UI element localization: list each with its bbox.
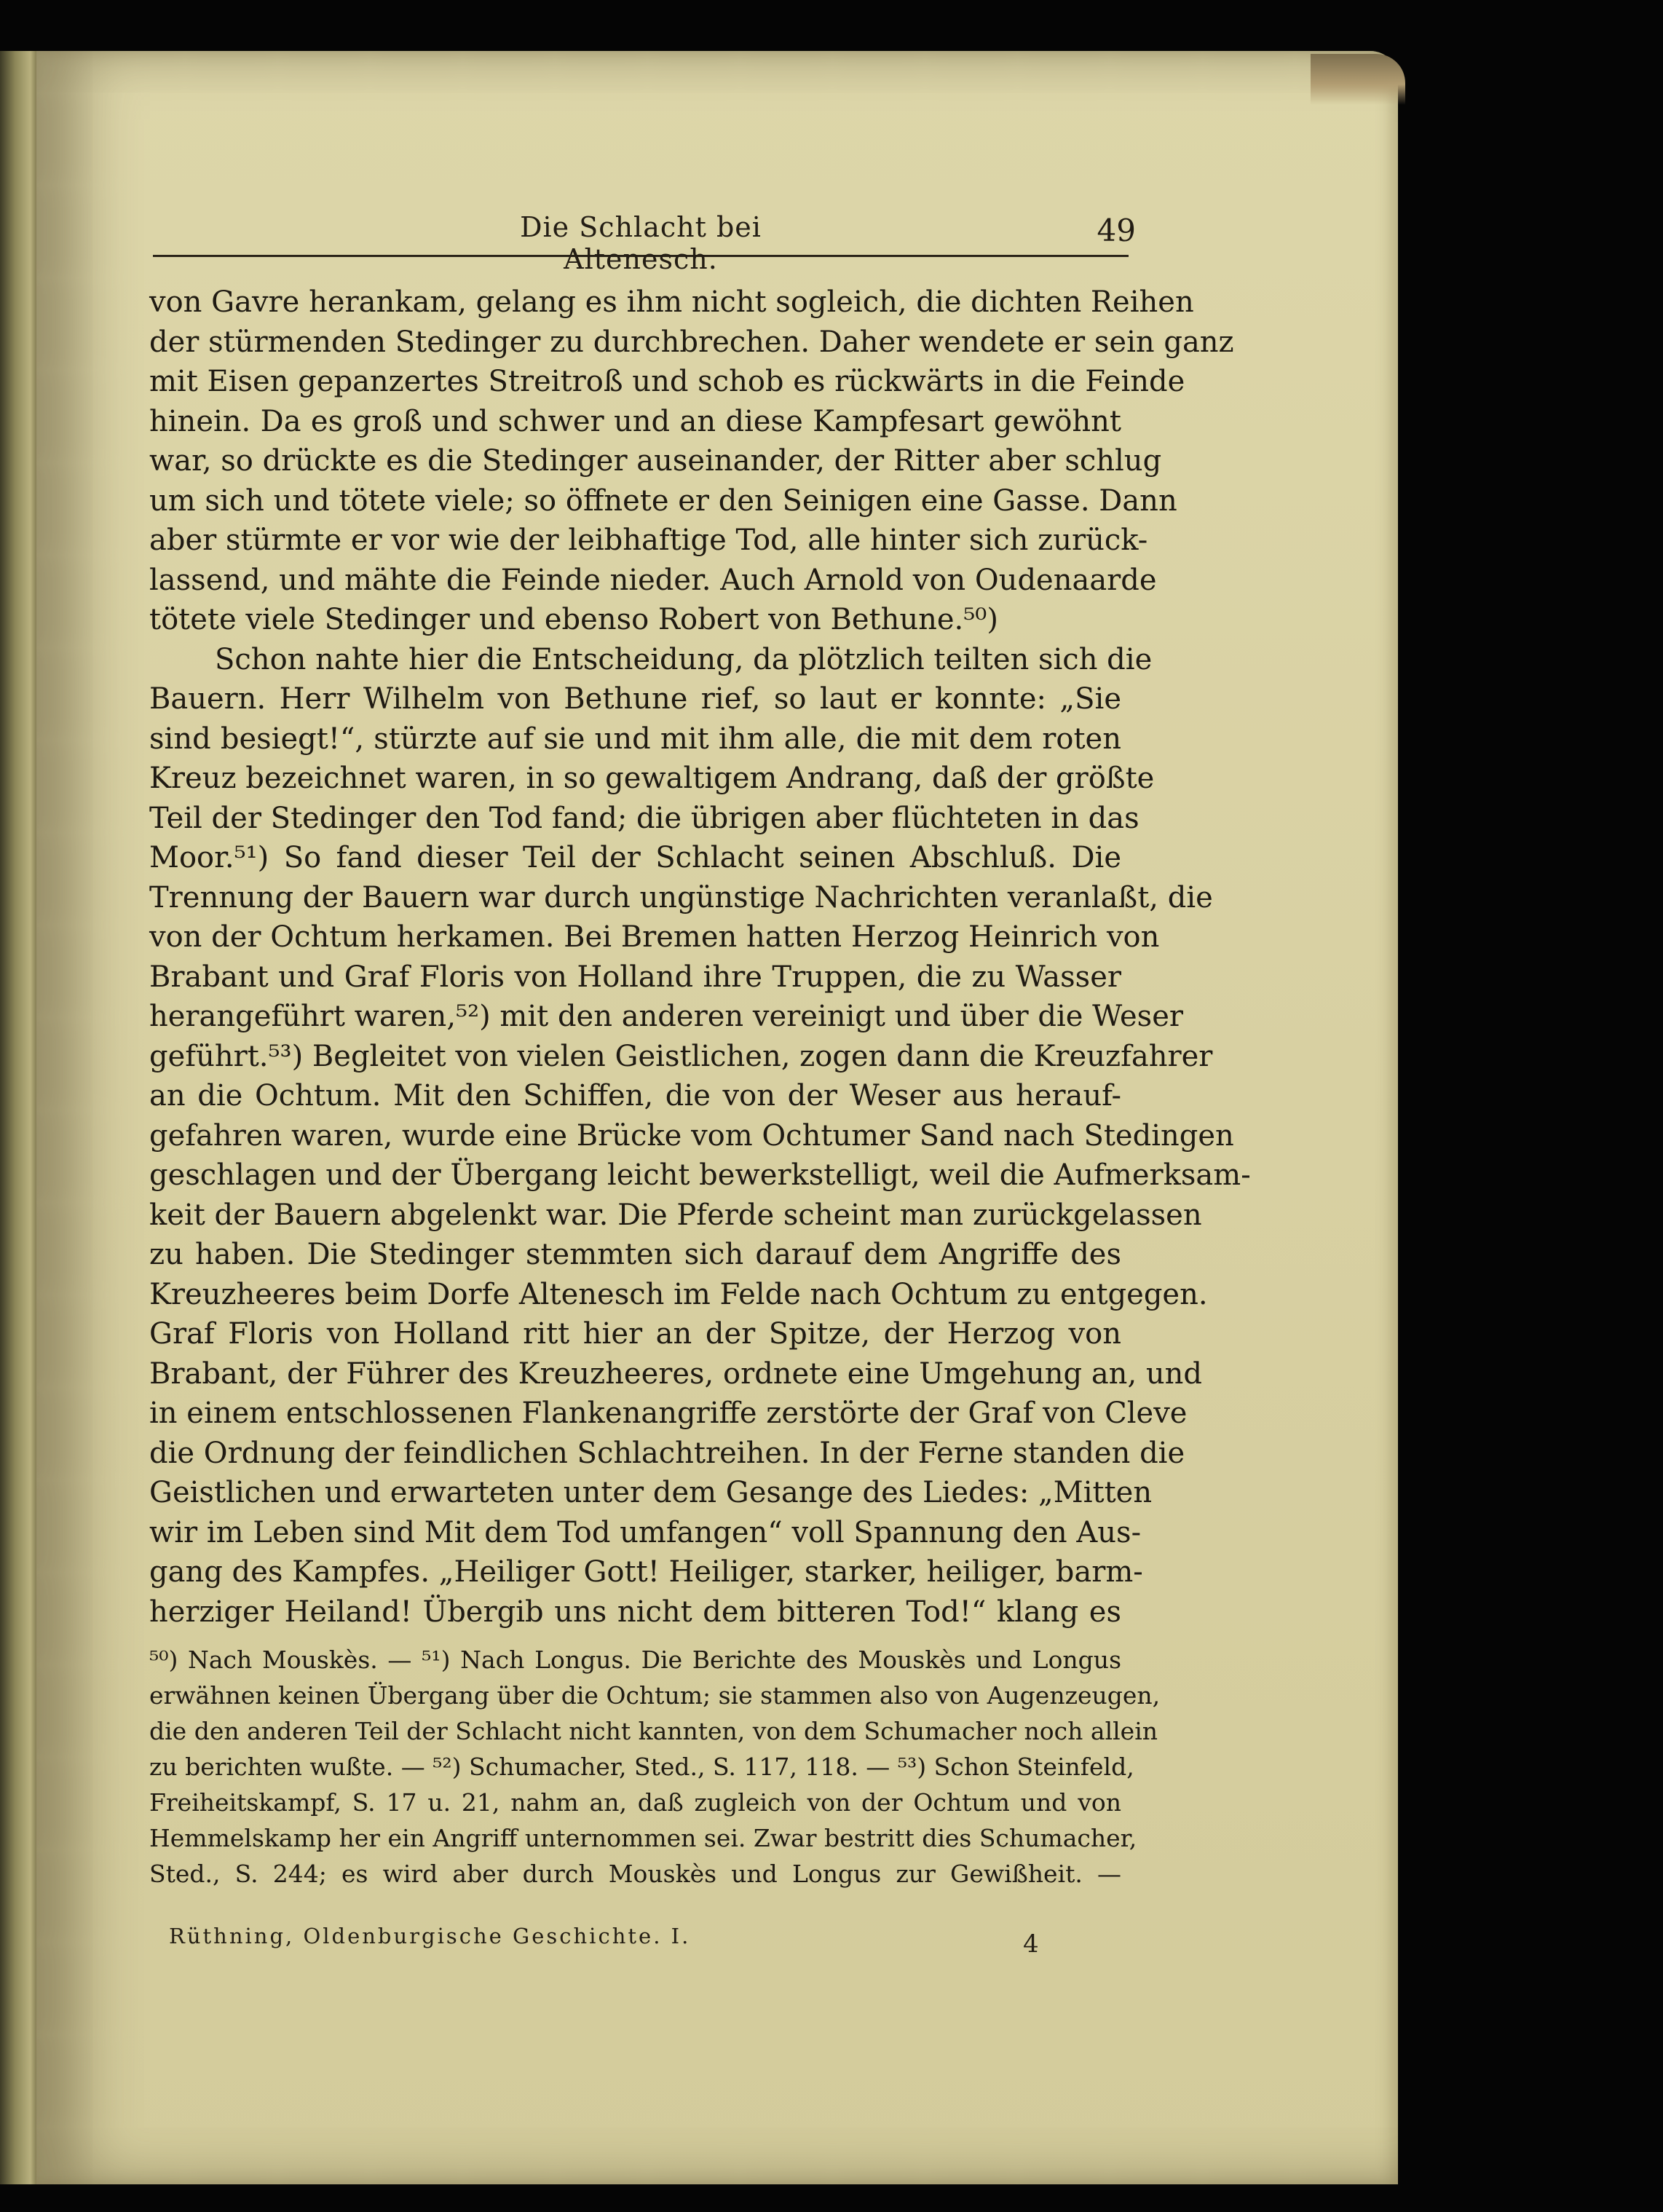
text-line: Geistlichen und erwarteten unter dem Gesange des Liedes: „Mitten — [149, 1476, 1153, 1509]
text-line: in einem entschlossenen Flankenangriffe zerstörte der Graf von Cleve — [149, 1397, 1188, 1430]
text-line: Trennung der Bauern war durch ungünstige Nachrichten veranlaßt, die — [149, 880, 1213, 915]
text-line: sind besiegt!“, stürzte auf sie und mit ihm alle, die mit dem roten — [149, 722, 1121, 756]
text-line: Brabant, der Führer des Kreuzheeres, ordnete eine Umgehung an, und — [149, 1356, 1202, 1391]
text-line: Schon nahte hier die Entscheidung, da plötzlich teilten sich die — [215, 642, 1153, 676]
main-text — [149, 283, 1251, 1632]
text-line: zu haben. Die Stedinger stemmten sich darauf dem Angriffe des — [149, 1238, 1121, 1271]
previous-page-edge — [0, 51, 38, 2184]
text-line: geführt.⁵³) Begleitet von vielen Geistlichen, zogen dann die Kreuzfahrer — [149, 1039, 1213, 1073]
text-line: von der Ochtum herkamen. Bei Bremen hatten Herzog Heinrich von — [149, 920, 1160, 954]
text-line: an die Ochtum. Mit den Schiffen, die von der Weser aus herauf- — [149, 1079, 1121, 1113]
text-line: der stürmenden Stedinger zu durchbrechen. Daher wendete er sein ganz — [149, 325, 1234, 359]
text-line: lassend, und mähte die Feinde nieder. Auch Arnold von Oudenaarde — [149, 563, 1157, 597]
text-line: war, so drückte es die Stedinger auseinander, der Ritter aber schlug — [149, 444, 1162, 478]
text-line: keit der Bauern abgelenkt war. Die Pferde scheint man zurückgelassen — [149, 1198, 1202, 1232]
text-line: Brabant und Graf Floris von Holland ihre Truppen, die zu Wasser — [149, 960, 1121, 994]
page-header — [153, 211, 1136, 275]
sheet-number: 4 — [1023, 1929, 1039, 1959]
footnote-line: ⁵⁰) Nach Mouskès. — ⁵¹) Nach Longus. Die Berichte des Mouskès und Longus — [149, 1646, 1121, 1674]
text-line: Teil der Stedinger den Tod fand; die übrigen aber flüchteten in das — [149, 801, 1139, 835]
page-number: 49 — [1097, 213, 1136, 248]
text-line: geschlagen und der Übergang leicht bewerkstelligt, weil die Aufmerksam- — [149, 1158, 1251, 1192]
page-corner-edge — [1311, 54, 1405, 105]
footnotes — [149, 1642, 1161, 1892]
text-line: Kreuz bezeichnet waren, in so gewaltigem Andrang, daß der größte — [149, 762, 1155, 795]
footnote-line: zu berichten wußte. — ⁵²) Schumacher, Sted., S. 117, 118. — ⁵³) Schon Steinfeld, — [149, 1753, 1134, 1781]
running-title: Die Schlacht bei Altenesch. — [520, 211, 762, 275]
text-line: aber stürmte er vor wie der leibhaftige Tod, alle hinter sich zurück- — [149, 524, 1148, 557]
text-line: tötete viele Stedinger und ebenso Robert von Bethune.⁵⁰) — [149, 603, 998, 636]
text-line: herangeführt waren,⁵²) mit den anderen vereinigt und über die Weser — [149, 1000, 1183, 1033]
bogen-signature: Rüthning, Oldenburgische Geschichte. I. — [169, 1924, 691, 1948]
text-line: um sich und tötete viele; so öffnete er den Seinigen eine Gasse. Dann — [149, 483, 1177, 518]
text-line: wir im Leben sind Mit dem Tod umfangen“ voll Spannung den Aus- — [149, 1515, 1142, 1549]
text-line: Kreuzheeres beim Dorfe Altenesch im Felde nach Ochtum zu entgegen. — [149, 1277, 1208, 1311]
text-line: gefahren waren, wurde eine Brücke vom Ochtumer Sand nach Stedingen — [149, 1118, 1234, 1153]
footnote-line: Freiheitskampf, S. 17 u. 21, nahm an, daß zugleich von der Ochtum und von — [149, 1788, 1121, 1817]
text-line: gang des Kampfes. „Heiliger Gott! Heiliger, starker, heiliger, barm- — [149, 1555, 1143, 1589]
text-line: Graf Floris von Holland ritt hier an der Spitze, der Herzog von — [149, 1317, 1121, 1351]
text-line: die Ordnung der feindlichen Schlachtreihen. In der Ferne standen die — [149, 1436, 1185, 1470]
text-line: Moor.⁵¹) So fand dieser Teil der Schlacht seinen Abschluß. Die — [149, 841, 1121, 874]
text-line: von Gavre herankam, gelang es ihm nicht sogleich, die dichten Reihen — [149, 285, 1194, 319]
footnote-line: Sted., S. 244; es wird aber durch Mouskès und Longus zur Gewißheit. — — [149, 1860, 1121, 1888]
text-line: mit Eisen gepanzertes Streitroß und schob es rückwärts in die Feinde — [149, 365, 1185, 398]
footnote-line: die den anderen Teil der Schlacht nicht kannten, von dem Schumacher noch allein — [149, 1717, 1158, 1745]
text-line: Bauern. Herr Wilhelm von Bethune rief, so laut er konnte: „Sie — [149, 682, 1121, 716]
footnote-line: erwähnen keinen Übergang über die Ochtum; sie stammen also von Augenzeugen, — [149, 1681, 1161, 1710]
text-line: hinein. Da es groß und schwer und an diese Kampfesart gewöhnt — [149, 404, 1121, 438]
footnote-line: Hemmelskamp her ein Angriff unternommen sei. Zwar bestritt dies Schumacher, — [149, 1824, 1137, 1852]
text-line: herziger Heiland! Übergib uns nicht dem bitteren Tod!“ klang es — [149, 1595, 1121, 1629]
